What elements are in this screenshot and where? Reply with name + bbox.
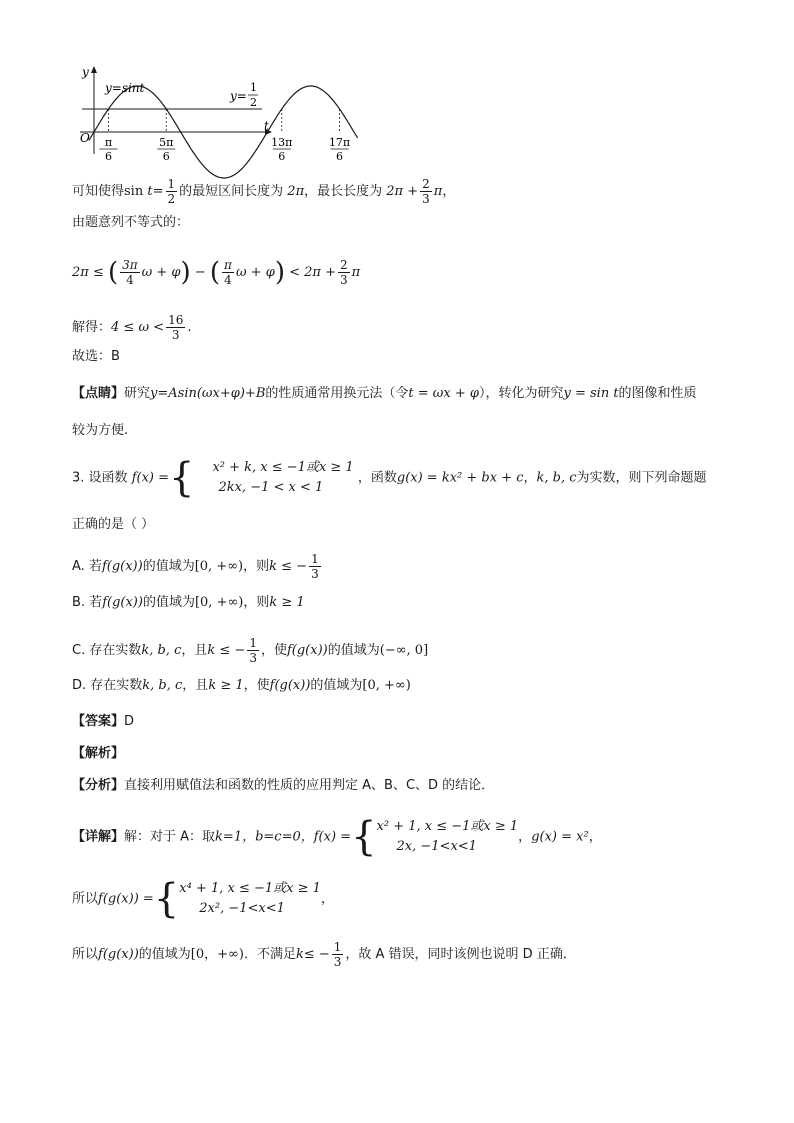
text: 可知使得 [72, 184, 125, 199]
math: sin [124, 184, 144, 199]
sine-graph [72, 62, 351, 163]
tick-denominator: 6 [162, 150, 170, 163]
math: t [147, 184, 153, 199]
text: ， [320, 891, 334, 907]
text: 的最短区间长度为 [179, 184, 284, 199]
fraction: $\frac{\pi}{4}$ [224, 258, 232, 287]
line-remark-cont: 较为方便. [72, 423, 129, 438]
math: y = sin t [563, 386, 619, 401]
text: 的图像和性质 [618, 386, 697, 401]
math: 2π ≤ [72, 265, 104, 280]
question-3: 3. 设函数 f(x) ={ x² + k, x ≤ −1或x ≥ 1 2kx, −1 < x < 1 ，函数g(x) = kx² + bx + c，k, b, c为实数，则下列命题题 [72, 455, 707, 501]
math: ω + φ [235, 265, 275, 280]
option-c [72, 636, 428, 665]
math: k≤ − [295, 947, 330, 962]
origin-label: O [80, 131, 90, 145]
text: 的值域为 [327, 643, 380, 658]
text: 的值域为 [138, 947, 191, 962]
math: f(g(x)) [98, 947, 139, 962]
line-choice: 故选：B [72, 349, 120, 364]
text: 直接利用赋值法和函数的性质的应用判定 A、B、C、D 的结论． [124, 778, 495, 793]
math: f(x) = [313, 829, 352, 845]
math: k, b, c [142, 678, 183, 693]
text: 的值域为 [142, 595, 195, 610]
text: 所以 [72, 891, 99, 907]
fraction: $\frac{1}{3}$ [249, 636, 257, 665]
math: k, b, c [141, 643, 182, 658]
text: ， [518, 829, 532, 845]
text: ．不满足 [243, 947, 296, 962]
text: D. 存在实数 [72, 678, 143, 693]
t-axis-label: t [264, 119, 269, 133]
hline-num: 1 [250, 81, 257, 94]
tick-denominator: 6 [104, 150, 112, 163]
fraction: $\frac{1}{3}$ [311, 552, 319, 581]
text: ， [588, 829, 602, 845]
text: 【详解】 [72, 829, 125, 845]
tick-denominator: 6 [336, 150, 344, 163]
line-inequality: 2π ≤ ( $\frac{3\pi}{4}$ ω + φ) − ( $\frac{\pi}{4}$ ω + φ) < 2π + $\frac{2}{3}$ π [72, 257, 361, 288]
text: 【答案】 [72, 714, 125, 729]
answer [72, 713, 134, 731]
y-axis-label: y [82, 65, 89, 79]
math: g(x) = kx² + bx + c [396, 470, 524, 486]
curve-label: y=sint [105, 81, 145, 95]
fraction: $\frac{2}{3}$ [339, 258, 348, 287]
tick-numerator: 17π [328, 136, 351, 149]
option-d [72, 677, 411, 695]
line-inequality-intro: 由题意列不等式的： [72, 215, 190, 230]
text: 【点睛】 [72, 386, 125, 401]
text: ，则 [243, 559, 270, 574]
math: k ≤ − [269, 559, 308, 574]
tick-denominator: 6 [278, 150, 286, 163]
text: ，且 [181, 643, 208, 658]
text: 的性质通常用换元法（令 [265, 386, 409, 401]
text: ，使 [260, 643, 287, 658]
text: C. 存在实数 [72, 643, 142, 658]
line-solution [72, 313, 192, 342]
math: [0，+∞) [190, 947, 244, 962]
math: f(g(x)) [101, 559, 143, 574]
text: ），转化为研究 [478, 386, 564, 401]
math: − [194, 265, 206, 280]
text: 解：对于 A：取 [124, 829, 216, 845]
text: . [187, 320, 192, 335]
math: < 2π + [289, 265, 336, 280]
detail: 【详解】解：对于 A：取k=1，b=c=0，f(x) ={ x² + 1, x ≤ −1或x ≥ 1 2x, −1<x<1 ，g(x) = x²， [72, 814, 602, 860]
math: k ≤ − [207, 643, 246, 658]
y-axis-arrow-icon [91, 66, 97, 73]
text: 【分析】 [72, 778, 125, 793]
text: ，使 [243, 678, 270, 693]
analysis-heading: 【解析】 [72, 746, 125, 761]
fraction: $\frac{1}{3}$ [333, 940, 342, 969]
math: k ≥ 1 [269, 595, 305, 610]
tick-numerator: π [104, 136, 113, 149]
text: ， [523, 470, 537, 486]
math: k=1，b=c=0， [215, 829, 314, 845]
math: k ≥ 1 [208, 678, 244, 693]
text: ，则 [243, 595, 270, 610]
text: 的值域为 [142, 559, 195, 574]
math: [0, +∞) [362, 678, 411, 693]
text: ，函数 [357, 470, 397, 486]
tick-numerator: 5π [159, 136, 174, 149]
text: D [124, 714, 135, 729]
conclusion [72, 940, 576, 969]
text: ，且 [182, 678, 209, 693]
text: B. 若 [72, 595, 103, 610]
hline-label-prefix: y= [230, 89, 247, 103]
text: ，最长长度为 [304, 184, 383, 199]
question-3-cont: 正确的是（ ） [72, 517, 155, 532]
math: f(x) = [131, 470, 169, 486]
math: = [152, 184, 164, 199]
math: g(x) = x² [531, 829, 589, 845]
math: f(g(x)) [102, 595, 143, 610]
line-remark [72, 385, 697, 403]
math: 2π + [386, 184, 419, 199]
math: t = ωx + φ [408, 386, 479, 401]
option-a [72, 552, 323, 581]
hline-den: 2 [250, 96, 257, 109]
math: π [351, 265, 361, 280]
line-interval [72, 177, 455, 206]
fraction: $\frac{3\pi}{4}$ [122, 258, 138, 287]
math: f(g(x)) = [98, 891, 154, 907]
text: ， [442, 184, 456, 199]
math: 2π [287, 184, 305, 199]
text: 为实数，则下列命题题 [576, 470, 707, 486]
fraction: $\frac{2}{3}$ [422, 177, 430, 206]
text: 解得： [72, 320, 112, 335]
math: π [433, 184, 443, 199]
piecewise: x⁴ + 1, x ≤ −1或x ≥ 1 2x², −1<x<1 [179, 881, 321, 916]
fraction: $\frac{16}{3}$ [168, 313, 184, 342]
math: y=Asin(ωx+φ)+B [150, 386, 266, 401]
math: k, b, c [536, 470, 577, 486]
option-b [72, 594, 305, 612]
analysis-fenxi [72, 777, 494, 795]
composite-function: 所以f(g(x)) ={ x⁴ + 1, x ≤ −1或x ≥ 1 2x², −1<x<1 ， [72, 876, 334, 922]
math: f(g(x)) [269, 678, 311, 693]
math: 4 ≤ ω < [111, 320, 165, 335]
text: 3. 设函数 [72, 470, 128, 486]
math: ω + φ [141, 265, 181, 280]
text: A. 若 [72, 559, 102, 574]
piecewise: x² + k, x ≤ −1或x ≥ 1 2kx, −1 < x < 1 [212, 460, 354, 495]
fraction: $\frac{1}{2}$ [167, 177, 176, 206]
math: [0, +∞) [194, 559, 244, 574]
text: ，故 A 错误，同时该例也说明 D 正确． [345, 947, 576, 962]
math: (−∞, 0] [379, 643, 429, 658]
math: [0, +∞) [194, 595, 244, 610]
text: 的值域为 [310, 678, 363, 693]
math: f(g(x)) [286, 643, 328, 658]
text: 研究 [124, 386, 151, 401]
text: 所以 [72, 947, 99, 962]
tick-numerator: 13π [271, 136, 293, 149]
piecewise: x² + 1, x ≤ −1或x ≥ 1 2x, −1<x<1 [376, 819, 519, 854]
